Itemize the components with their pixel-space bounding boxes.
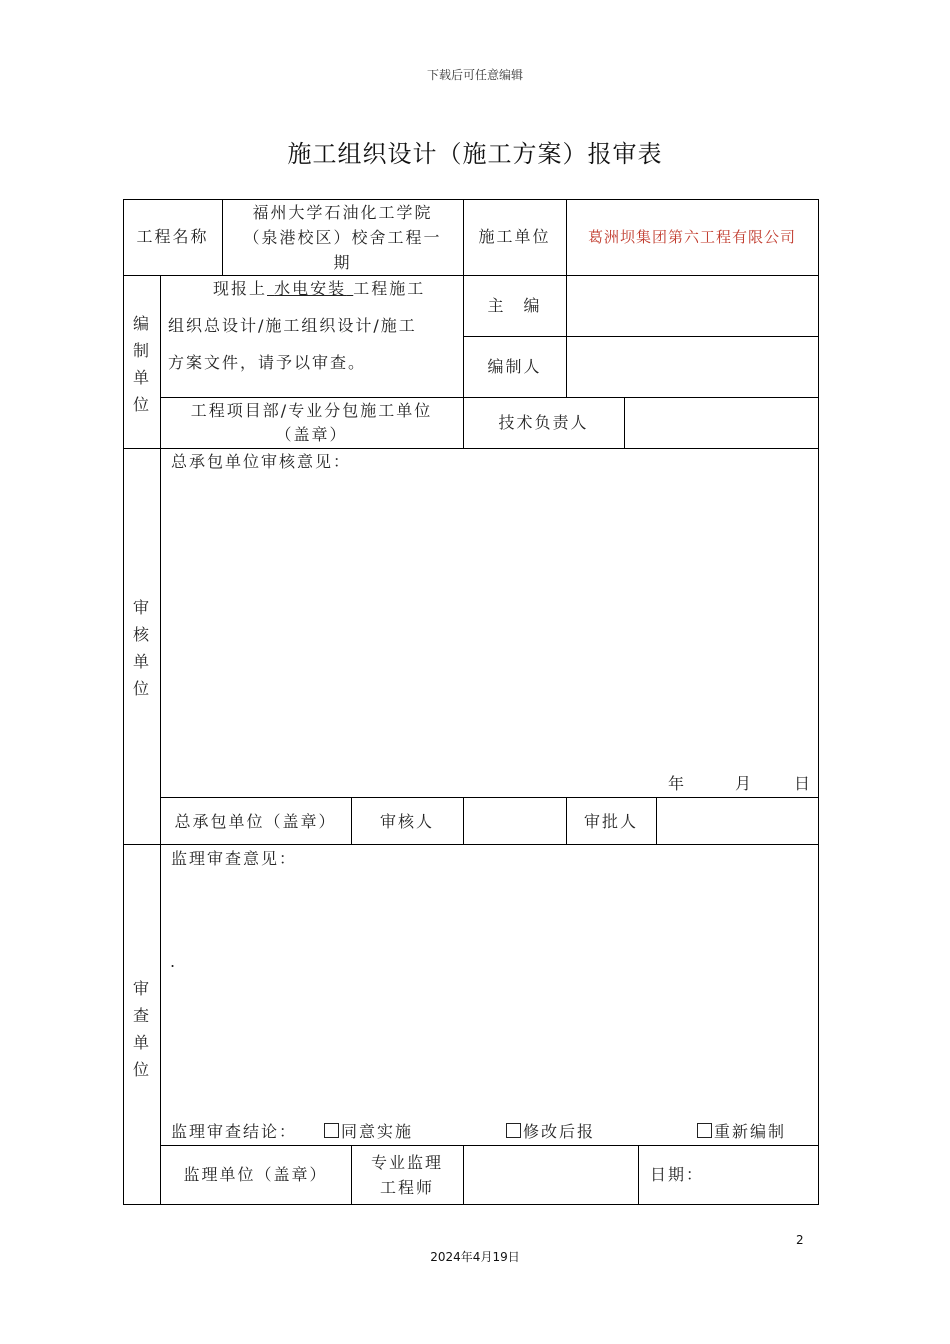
option-revise[interactable]: 修改后报 <box>506 1120 595 1144</box>
stray-dot: . <box>170 952 178 971</box>
chief-editor-label: 主 编 <box>487 296 542 315</box>
inspection-date-label: 日期： <box>650 1165 705 1184</box>
page-title: 施工组织设计（施工方案）报审表 <box>287 140 663 168</box>
page-number: 2 <box>796 1233 804 1247</box>
review-opinion-label: 总承包单位审核意见： <box>171 452 352 471</box>
compile-side-label: 编 制 单 位 <box>132 314 149 414</box>
project-name-value: 福州大学石油化工学院 （泉港校区）校舍工程一 期 <box>243 203 442 272</box>
report-text-line1: 现报上 水电安装 工程施工 <box>213 279 426 298</box>
compiler-label: 编制人 <box>487 357 542 376</box>
construction-unit-value: 葛洲坝集团第六工程有限公司 <box>587 228 796 246</box>
checkbox-redo[interactable] <box>697 1123 712 1138</box>
checkbox-revise[interactable] <box>506 1123 521 1138</box>
reviewer-label: 审核人 <box>379 812 434 831</box>
report-text-line3: 方案文件，请予以审查。 <box>168 353 367 372</box>
approver-label: 审批人 <box>583 812 638 831</box>
option-approve[interactable]: 同意实施 <box>324 1120 413 1144</box>
review-date-year: 年 <box>668 774 687 793</box>
option-redo[interactable]: 重新编制 <box>697 1120 786 1144</box>
construction-unit-label: 施工单位 <box>478 227 551 246</box>
tech-lead-label: 技术负责人 <box>498 413 589 432</box>
inspection-seal-label: 监理单位（盖章） <box>183 1165 328 1184</box>
seal-line1: 工程项目部/专业分包施工单位 <box>190 401 433 420</box>
review-date-month: 月 <box>735 774 754 793</box>
engineer-line2: 工程师 <box>379 1178 434 1197</box>
inspection-side-label: 审 查 单 位 <box>132 979 149 1079</box>
review-date-day: 日 <box>794 774 813 793</box>
header-note: 下载后可任意编辑 <box>426 68 523 82</box>
seal-line2: （盖章） <box>275 425 348 444</box>
project-name-label: 工程名称 <box>136 227 209 246</box>
review-side-label: 审 核 单 位 <box>132 598 149 698</box>
checkbox-approve[interactable] <box>324 1123 339 1138</box>
review-seal-label: 总承包单位（盖章） <box>174 812 337 831</box>
footer-date: 2024年4月19日 <box>430 1250 520 1264</box>
report-blank: 水电安装 <box>274 279 347 298</box>
report-text-line2: 组织总设计/施工组织设计/施工 <box>168 316 417 335</box>
engineer-line1: 专业监理 <box>370 1153 443 1172</box>
inspection-opinion-label: 监理审查意见： <box>171 849 298 868</box>
conclusion-label: 监理审查结论： <box>171 1122 298 1141</box>
